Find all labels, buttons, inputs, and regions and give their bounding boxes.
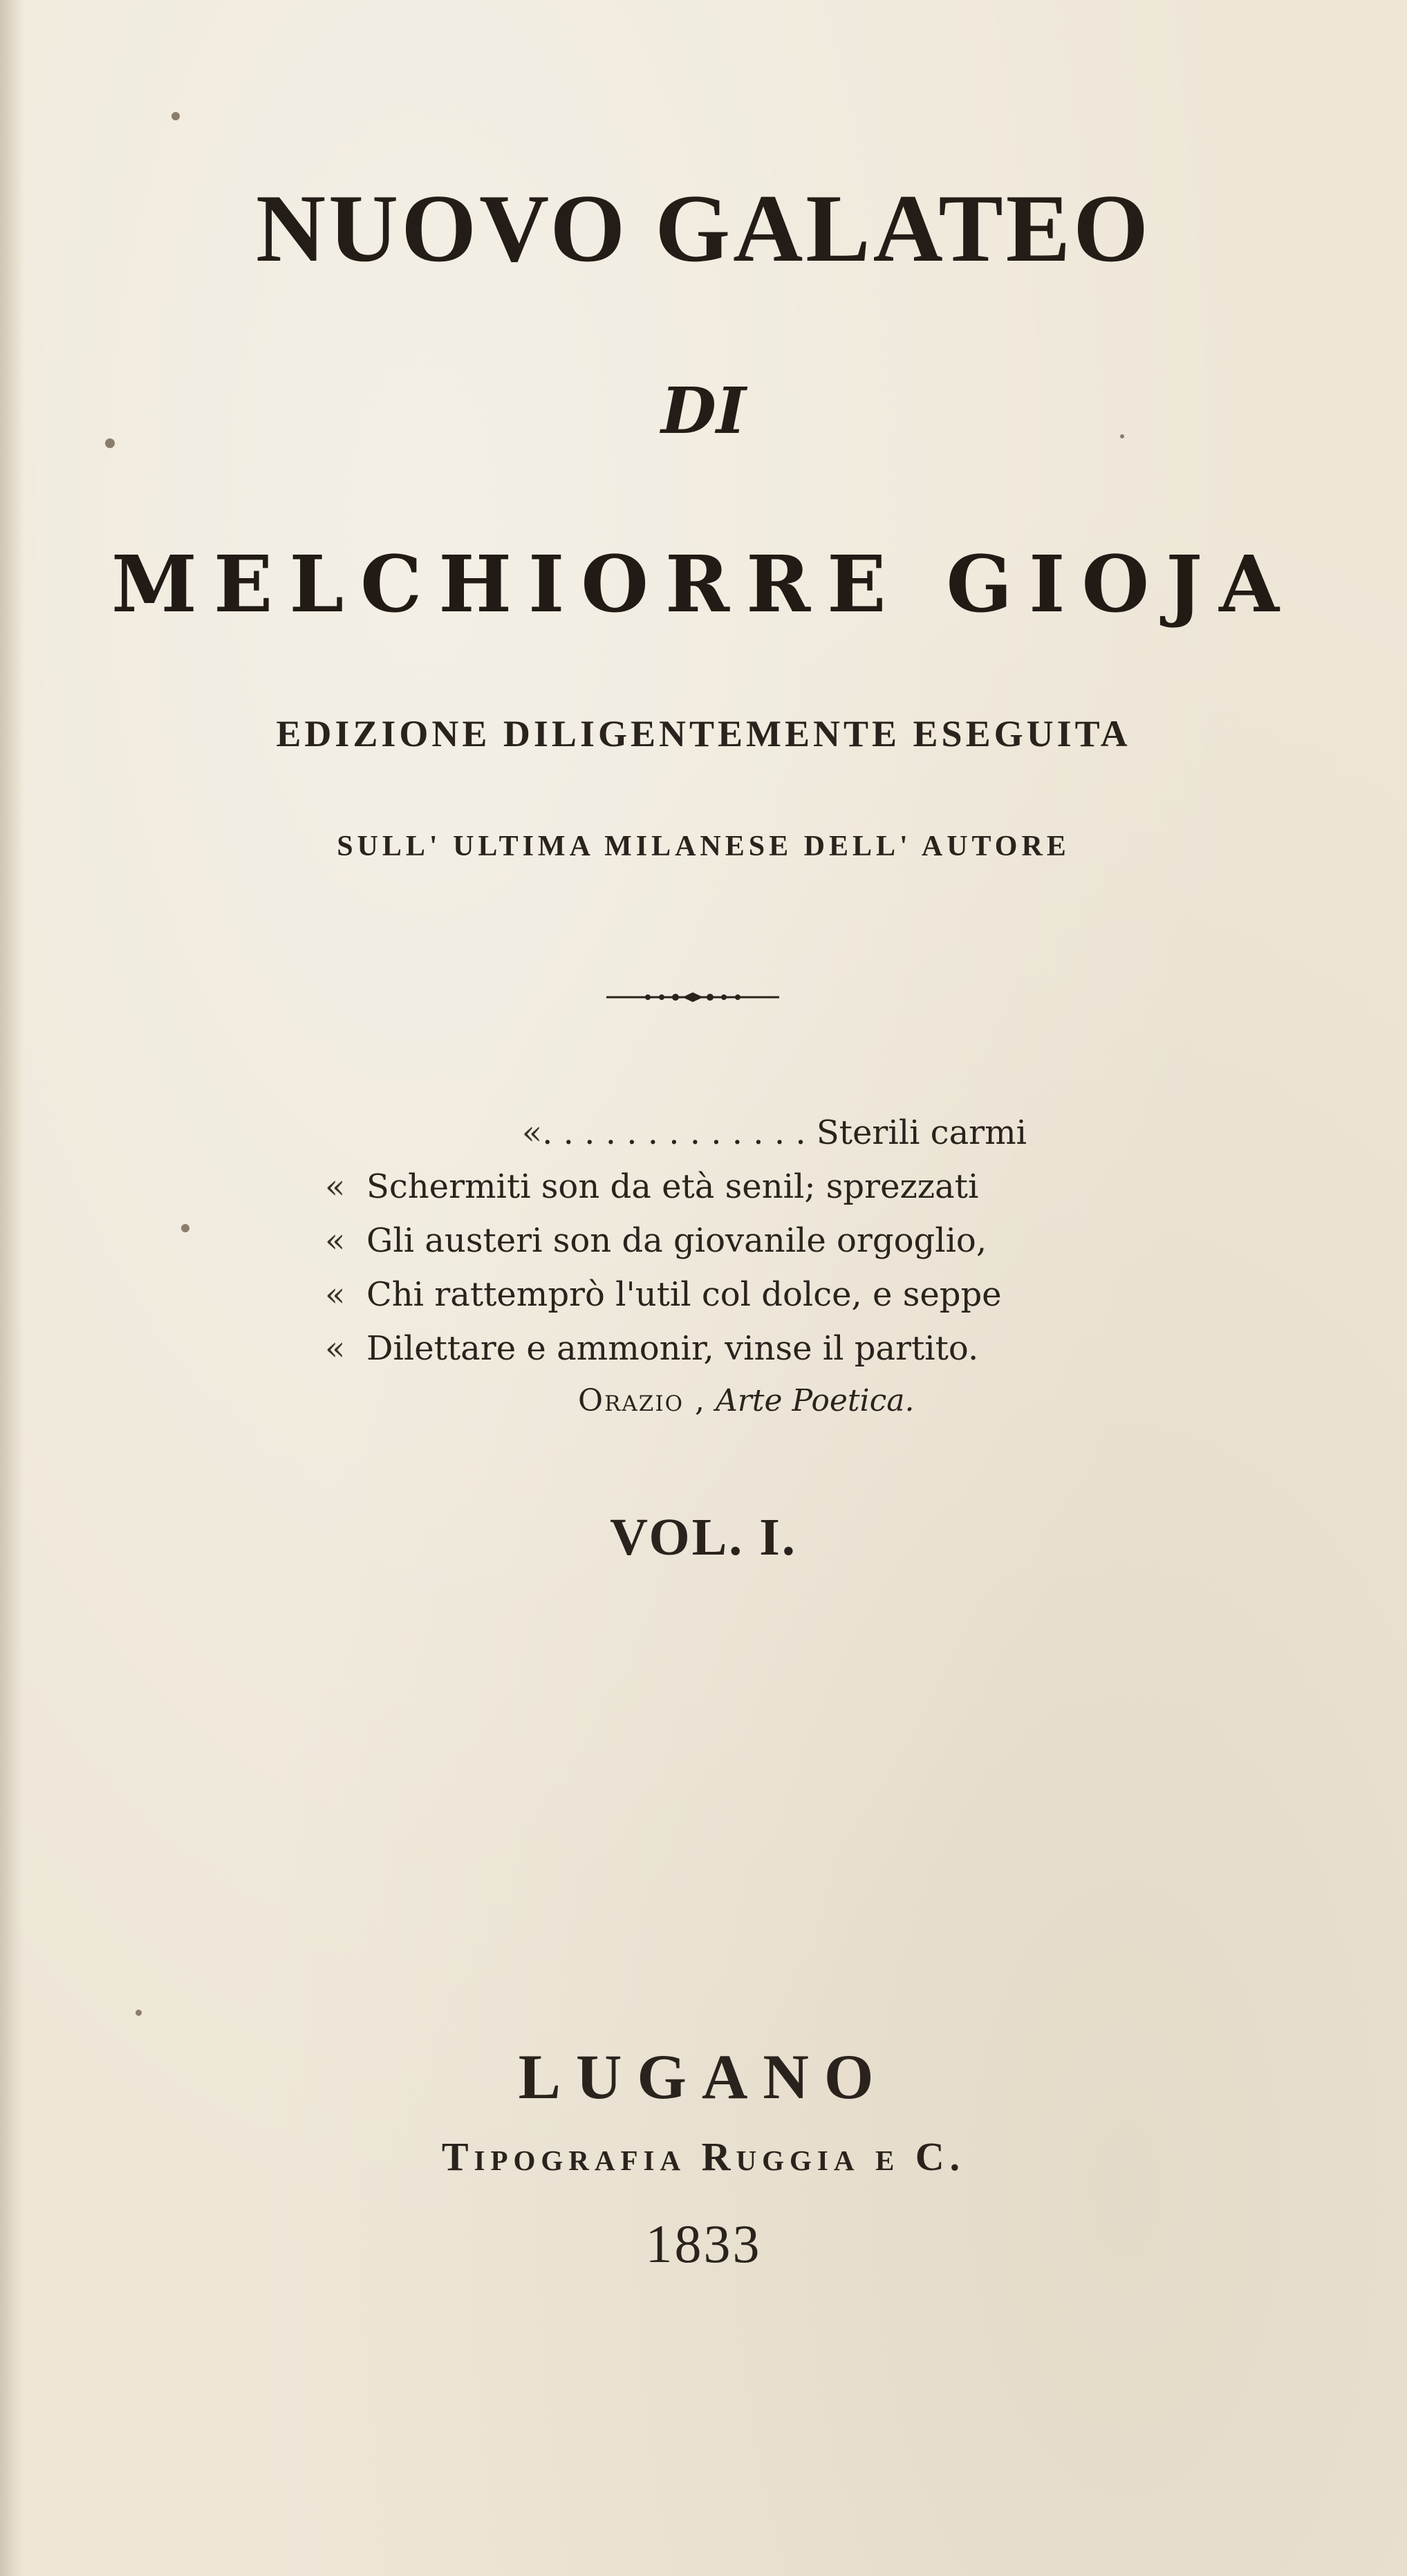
epigraph-line-text: Dilettare e ammonir, vinse il partito. — [366, 1329, 979, 1368]
edition-line-1: EDIZIONE DILIGENTEMENTE ESEGUITA — [276, 713, 1131, 754]
imprint-city: LUGANO — [518, 2041, 889, 2112]
epigraph-line-text: . . . . . . . . . . . . . Sterili carmi — [542, 1113, 1027, 1152]
epigraph-line-text: Schermiti son da età senil; sprezzati — [366, 1167, 979, 1206]
author-preposition: DI — [661, 373, 746, 448]
epigraph-work: Arte Poetica. — [715, 1383, 915, 1418]
ornament-rule-icon — [606, 990, 779, 1004]
foxing-spot — [136, 2010, 142, 2016]
imprint-year: 1833 — [645, 2214, 762, 2274]
epigraph-attribution — [578, 1383, 993, 1418]
epigraph-author: Orazio , — [578, 1383, 706, 1418]
volume-number: VOL. I. — [610, 1508, 797, 1566]
epigraph-line — [325, 1167, 1037, 1206]
quote-mark: « — [521, 1113, 543, 1152]
quote-mark: « — [325, 1329, 346, 1368]
epigraph-line — [325, 1275, 1037, 1314]
quote-mark: « — [325, 1275, 346, 1314]
edition-line-2: SULL' ULTIMA MILANESE DELL' AUTORE — [337, 831, 1070, 862]
quote-mark: « — [325, 1221, 346, 1260]
epigraph-line — [325, 1329, 1037, 1368]
book-title: NUOVO GALATEO — [255, 175, 1152, 282]
epigraph-line-text: Gli austeri son da giovanile orgoglio, — [366, 1221, 987, 1260]
imprint-printer: Tipografia Ruggia e C. — [441, 2134, 966, 2179]
author-name: MELCHIORRE GIOJA — [111, 539, 1296, 630]
foxing-spot — [181, 1224, 189, 1232]
foxing-spot — [171, 112, 180, 120]
quote-mark: « — [325, 1167, 346, 1206]
epigraph-line-text: Chi rattemprò l'util col dolce, e seppe — [366, 1275, 1002, 1314]
epigraph-line — [325, 1221, 1037, 1260]
epigraph-line — [325, 1113, 1027, 1152]
